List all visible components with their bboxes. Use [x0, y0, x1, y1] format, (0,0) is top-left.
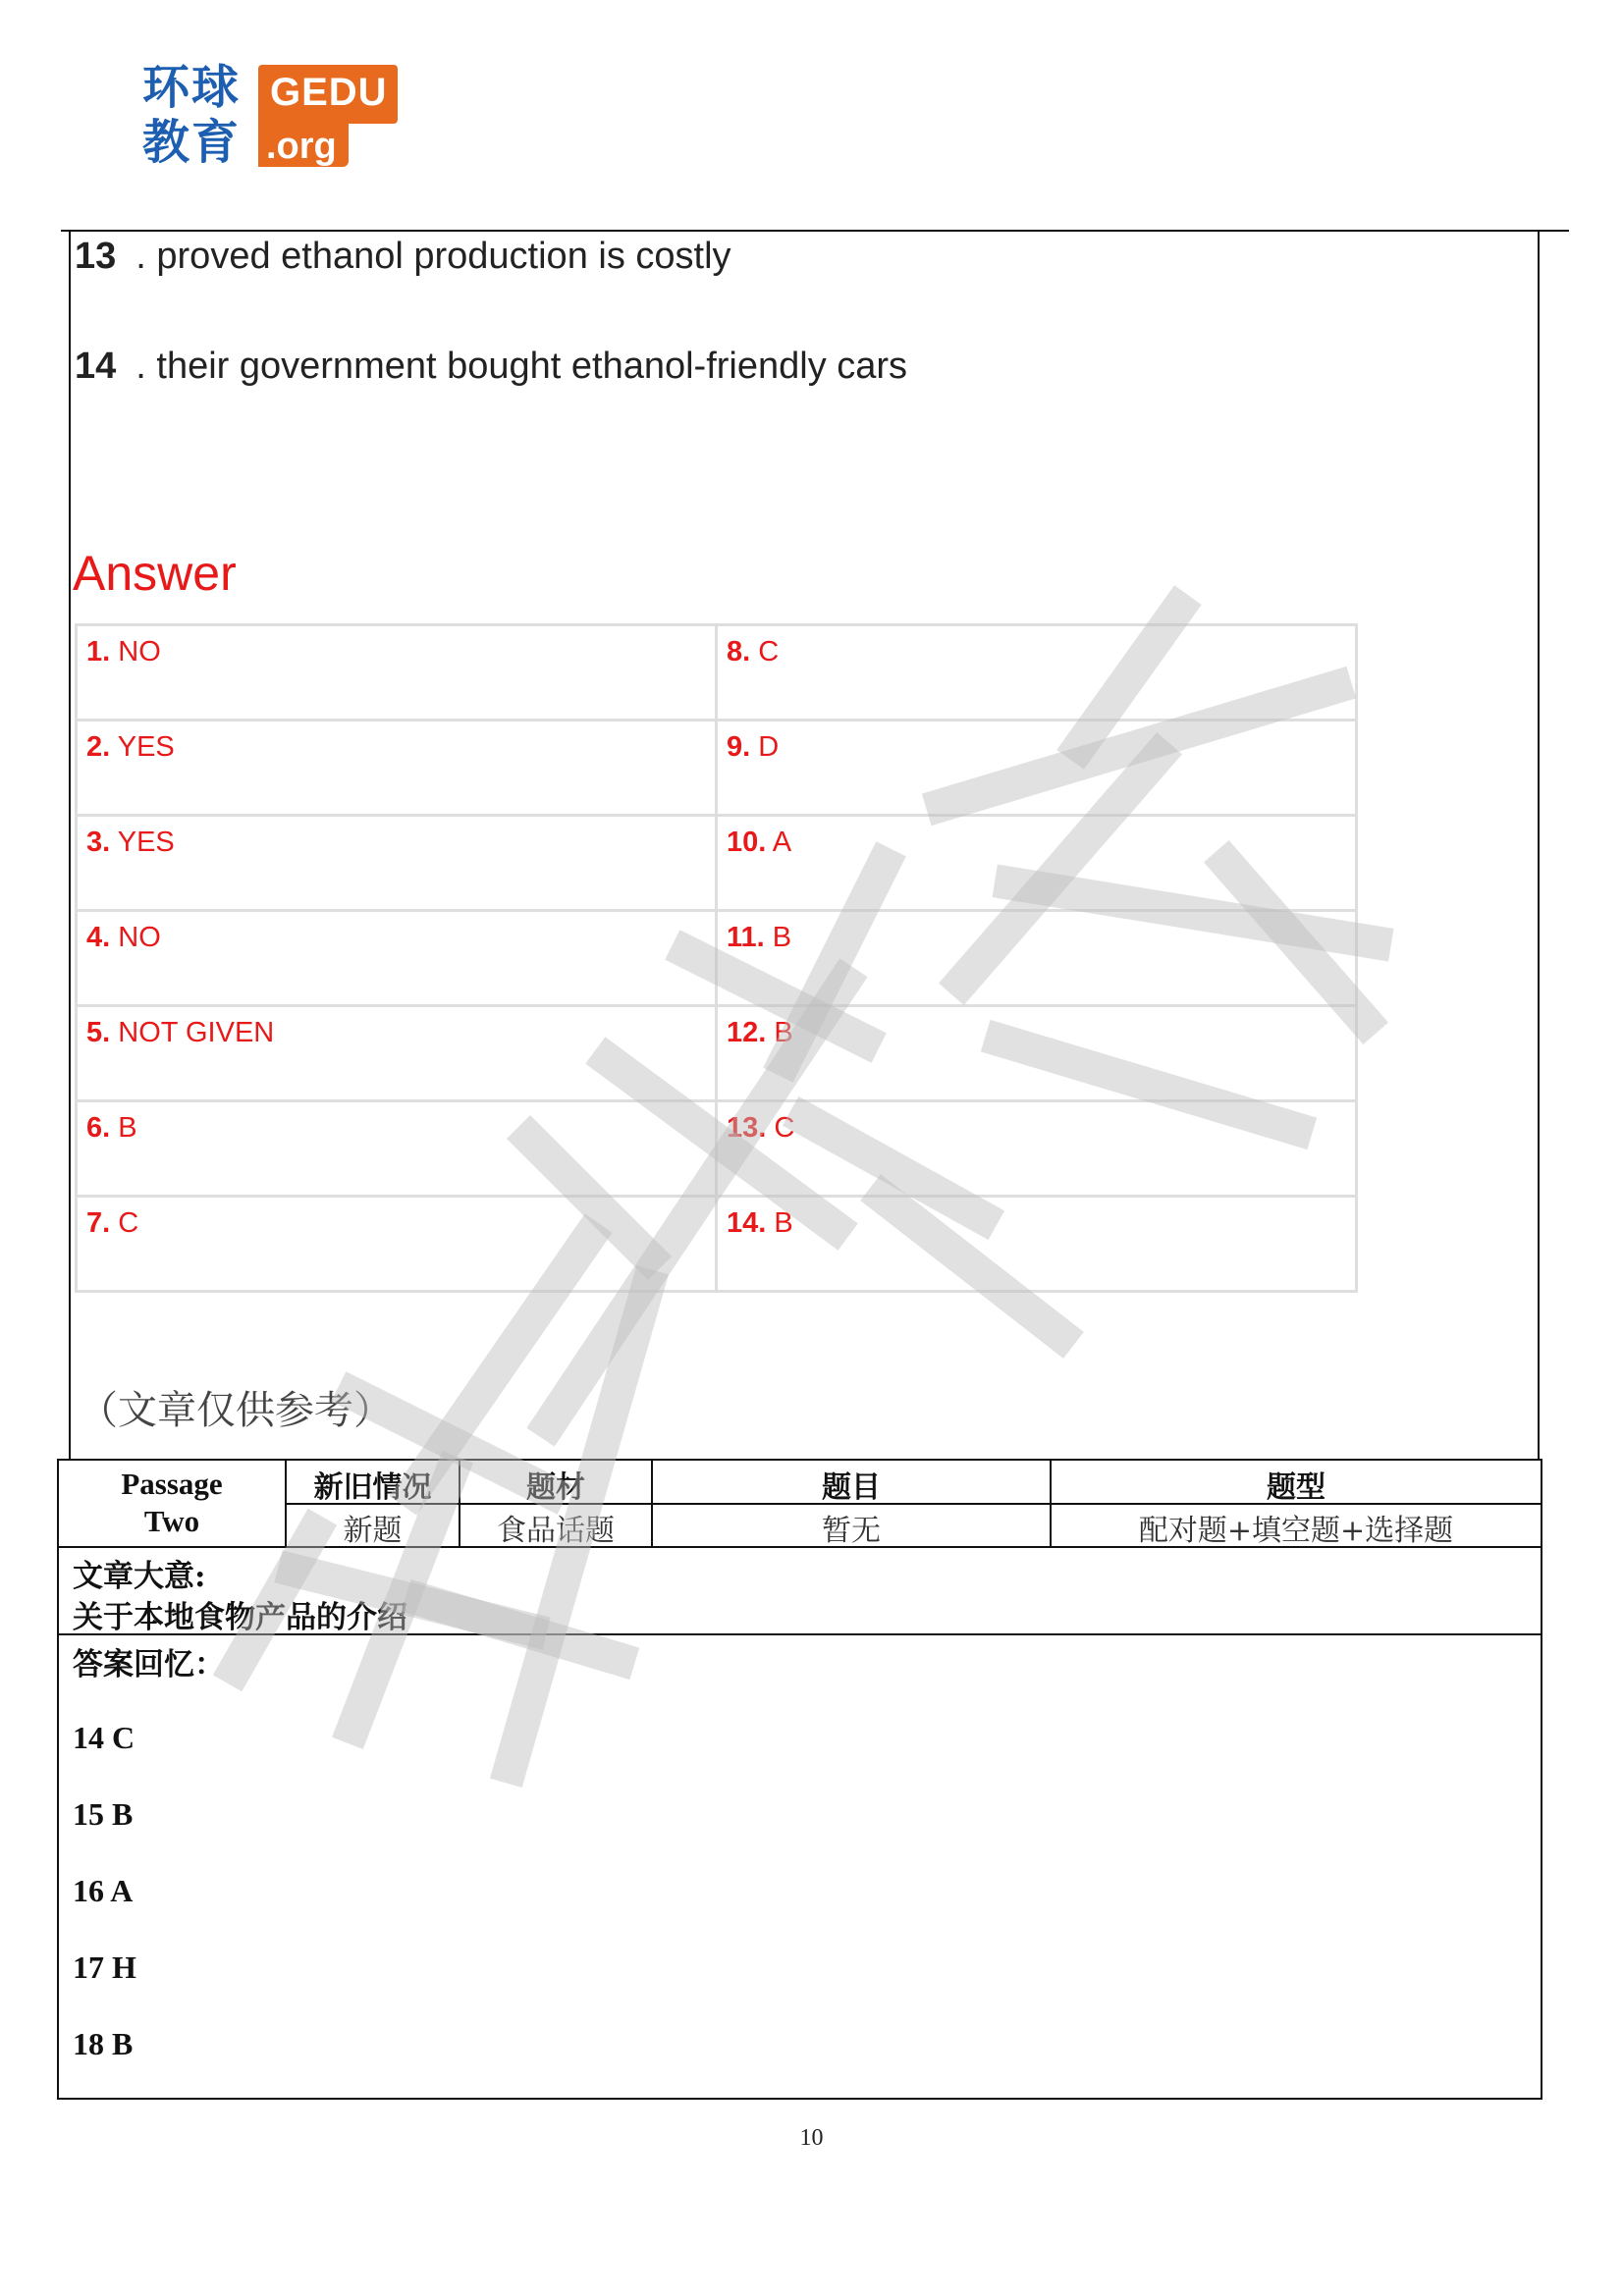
value-status: 新题 — [343, 1514, 403, 1548]
value-topic: 食品话题 — [497, 1514, 615, 1548]
table-row — [77, 911, 1357, 1006]
logo-badge-text: GEDU — [270, 71, 388, 114]
table-row — [77, 721, 1357, 816]
logo-badge-bottom — [258, 124, 349, 167]
question-text: . their government bought ethanol-friendly cars — [135, 346, 908, 387]
table-row — [77, 1006, 1357, 1101]
answer-cell: 3. YES — [77, 816, 717, 911]
question-number: 13 — [75, 236, 117, 277]
answer-cell: 5. NOT GIVEN — [77, 1006, 717, 1101]
header-title: 题目 — [822, 1470, 881, 1505]
answer-cell: 8. C — [717, 625, 1357, 721]
table-row — [77, 1101, 1357, 1197]
reference-note: （文章仅供参考） — [79, 1388, 393, 1433]
value-title: 暂无 — [822, 1514, 881, 1548]
answer-cell: 14. B — [717, 1197, 1357, 1292]
recall-item: 14 C — [73, 1720, 135, 1755]
answer-cell: 12. B — [717, 1006, 1357, 1101]
summary-text: 关于本地食物产品的介绍 — [73, 1600, 407, 1635]
header-question-type: 题型 — [1267, 1470, 1325, 1505]
answer-cell: 9. D — [717, 721, 1357, 816]
table-row — [77, 816, 1357, 911]
summary-label: 文章大意: — [73, 1559, 206, 1594]
answer-cell: 4. NO — [77, 911, 717, 1006]
value-question-type: 配对题+填空题+选择题 — [1138, 1514, 1454, 1548]
answer-cell: 11. B — [717, 911, 1357, 1006]
question-text: . proved ethanol production is costly — [135, 236, 731, 277]
logo-cn-line2: 教育 — [142, 115, 242, 170]
recall-item: 15 B — [73, 1796, 134, 1832]
answer-cell: 13. C — [717, 1101, 1357, 1197]
logo-domain-text: .org — [266, 126, 337, 167]
answer-cell: 6. B — [77, 1101, 717, 1197]
answer-heading: Answer — [73, 546, 237, 601]
recall-item: 16 A — [73, 1873, 134, 1908]
table-row — [77, 1197, 1357, 1292]
logo-cn-line1: 环球 — [142, 60, 242, 115]
question-13 — [75, 236, 731, 278]
header-topic: 题材 — [526, 1470, 585, 1505]
answer-cell: 7. C — [77, 1197, 717, 1292]
answer-cell: 2. YES — [77, 721, 717, 816]
passage-number: Two — [143, 1504, 200, 1538]
recall-item: 17 H — [73, 1949, 136, 1985]
question-14 — [75, 346, 907, 388]
header-status: 新旧情况 — [313, 1470, 432, 1505]
page-number: 10 — [799, 2125, 824, 2151]
passage-label: Passage — [121, 1467, 223, 1501]
recall-item: 18 B — [73, 2026, 134, 2061]
question-number: 14 — [75, 346, 117, 387]
answer-cell: 10. A — [717, 816, 1357, 911]
recall-label: 答案回忆： — [73, 1647, 225, 1682]
logo-badge-top — [258, 65, 398, 124]
passage-info-table — [57, 1459, 1542, 2100]
table-row — [77, 625, 1357, 721]
answer-key-table — [75, 623, 1358, 1293]
answer-cell: 1. NO — [77, 625, 717, 721]
gedu-logo — [142, 61, 407, 169]
